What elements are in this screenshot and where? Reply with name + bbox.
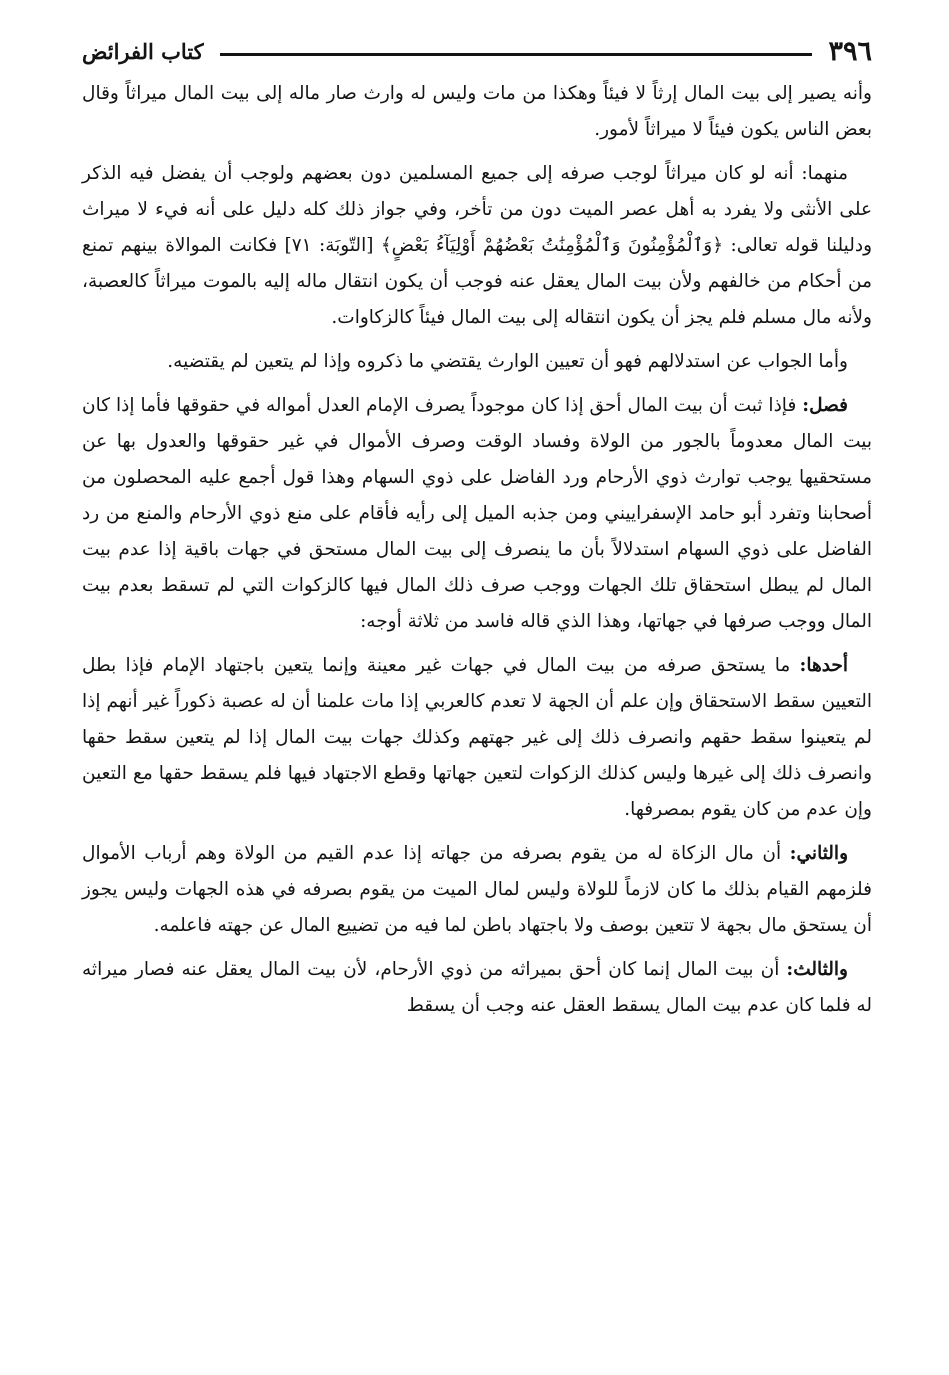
paragraph-text: ما يستحق صرفه من بيت المال في جهات غير معينة وإنما يتعين باجتهاد الإمام فإذا بطل التعيين سقط الاستحقاق وإن علم أن الجهة لا تعدم كالعربي إذا مات علمنا أن له عصبة ذكوراً غير أنهم إذا لم يتعينوا سقط حقهم وانصرف ذلك إلى غير جهتهم وكذلك جهات بيت المال إذا لم يتعين سقط حقها وانصرف ذلك إلى غيرها وليس كذلك الزكوات لتعين جهاتها وقطع الاجتهاد فيها فلم يسقط حقها مع التعين وإن عدم من كان يقوم بمصرفها. [82,655,872,820]
paragraph-text: وأنه يصير إلى بيت المال إرثاً لا فيئاً وهكذا من مات وليس له وارث صار ماله إلى بيت المال ميراثاً وقال بعض الناس يكون فيئاً لا ميراثاً لأمور. [82,83,872,140]
paragraph-2 [82,156,872,336]
book-page [82,30,872,1032]
paragraph-1 [82,76,872,148]
paragraph-4 [82,388,872,640]
paragraph-7 [82,952,872,1024]
paragraph-text: منهما: أنه لو كان ميراثاً لوجب صرفه إلى جميع المسلمين دون بعضهم ولوجب أن يفضل فيه الذكر على الأنثى ولا يفرد به أهل عصر الميت دون من تأخر، وفي جواز ذلك كله دليل على أنه فيء لا ميراث ودليلنا قوله تعالى: ﴿وَٱلْمُؤْمِنُونَ وَٱلْمُؤْمِنَٰتُ بَعْضُهُمْ أَوْلِيَآءُ بَعْضٍ﴾ [التّوبَة: ٧١] فكانت الموالاة بينهم تمنع من أحكام من خالفهم ولأن بيت المال يعقل عنه فوجب أن يكون انتقال ماله إليه بالموت ميراثاً كالعصبة، ولأنه مال مسلم فلم يجز أن يكون انتقاله إلى بيت المال فيئاً كالزكاوات. [82,163,872,328]
paragraph-text: أن مال الزكاة له من يقوم بصرفه من جهاته إذا عدم القيم من الولاة وهم أرباب الأموال فلزمهم القيام بذلك ما كان لازماً للولاة وليس لمال الميت من يقوم بصرفه في هذه الجهات وليس يجوز أن يستحق مال بجهة لا تتعين بوصف ولا باجتهاد باطن لما فيه من تضييع المال عن جهته فاعلمه. [82,843,872,936]
page-number: ٣٩٦ [828,35,872,67]
paragraph-text: أن بيت المال إنما كان أحق بميراثه من ذوي الأرحام، لأن بيت المال يعقل عنه فصار ميراثه له فلما كان عدم بيت المال يسقط العقل عنه وجب أن يسقط [82,959,872,1016]
header-rule [220,53,813,56]
paragraph-6 [82,836,872,944]
section-heading: فصل: [802,395,848,416]
point-heading: أحدها: [799,655,848,676]
page-body [82,76,872,1024]
paragraph-text: فإذا ثبت أن بيت المال أحق إذا كان موجوداً يصرف الإمام العدل أمواله في حقوقها فأما إذا كان بيت المال معدوماً بالجور من الولاة وفساد الوقت وصرف الأموال في غير حقوقها والعدول بها عن مستحقيها يوجب توارث ذوي الأرحام ورد الفاضل على ذوي السهام وهذا قول أجمع عليه المحصلون من أصحابنا وتفرد أبو حامد الإسفراييني ومن جذبه الميل إلى رأيه فأقام على منع ذوي الأرحام والمنع من رد الفاضل على ذوي السهام استدلالاً بأن ما ينصرف إلى بيت المال مستحق في جهات باقية إذا عدم بيت المال لم يبطل استحقاق تلك الجهات ووجب صرف ذلك المال فيها كالزكوات التي لم تسقط بعدم بيت المال ووجب صرفها في جهاتها، وهذا الذي قاله فاسد من ثلاثة أوجه: [82,395,872,632]
paragraph-3 [82,344,872,380]
book-title: كتاب الفرائض [82,38,204,64]
point-heading: والثالث: [786,959,848,980]
paragraph-5 [82,648,872,828]
point-heading: والثاني: [789,843,848,864]
paragraph-text: وأما الجواب عن استدلالهم فهو أن تعيين الوارث يقتضي ما ذكروه وإذا لم يتعين لم يقتضيه. [167,351,848,372]
page-header [82,30,872,72]
